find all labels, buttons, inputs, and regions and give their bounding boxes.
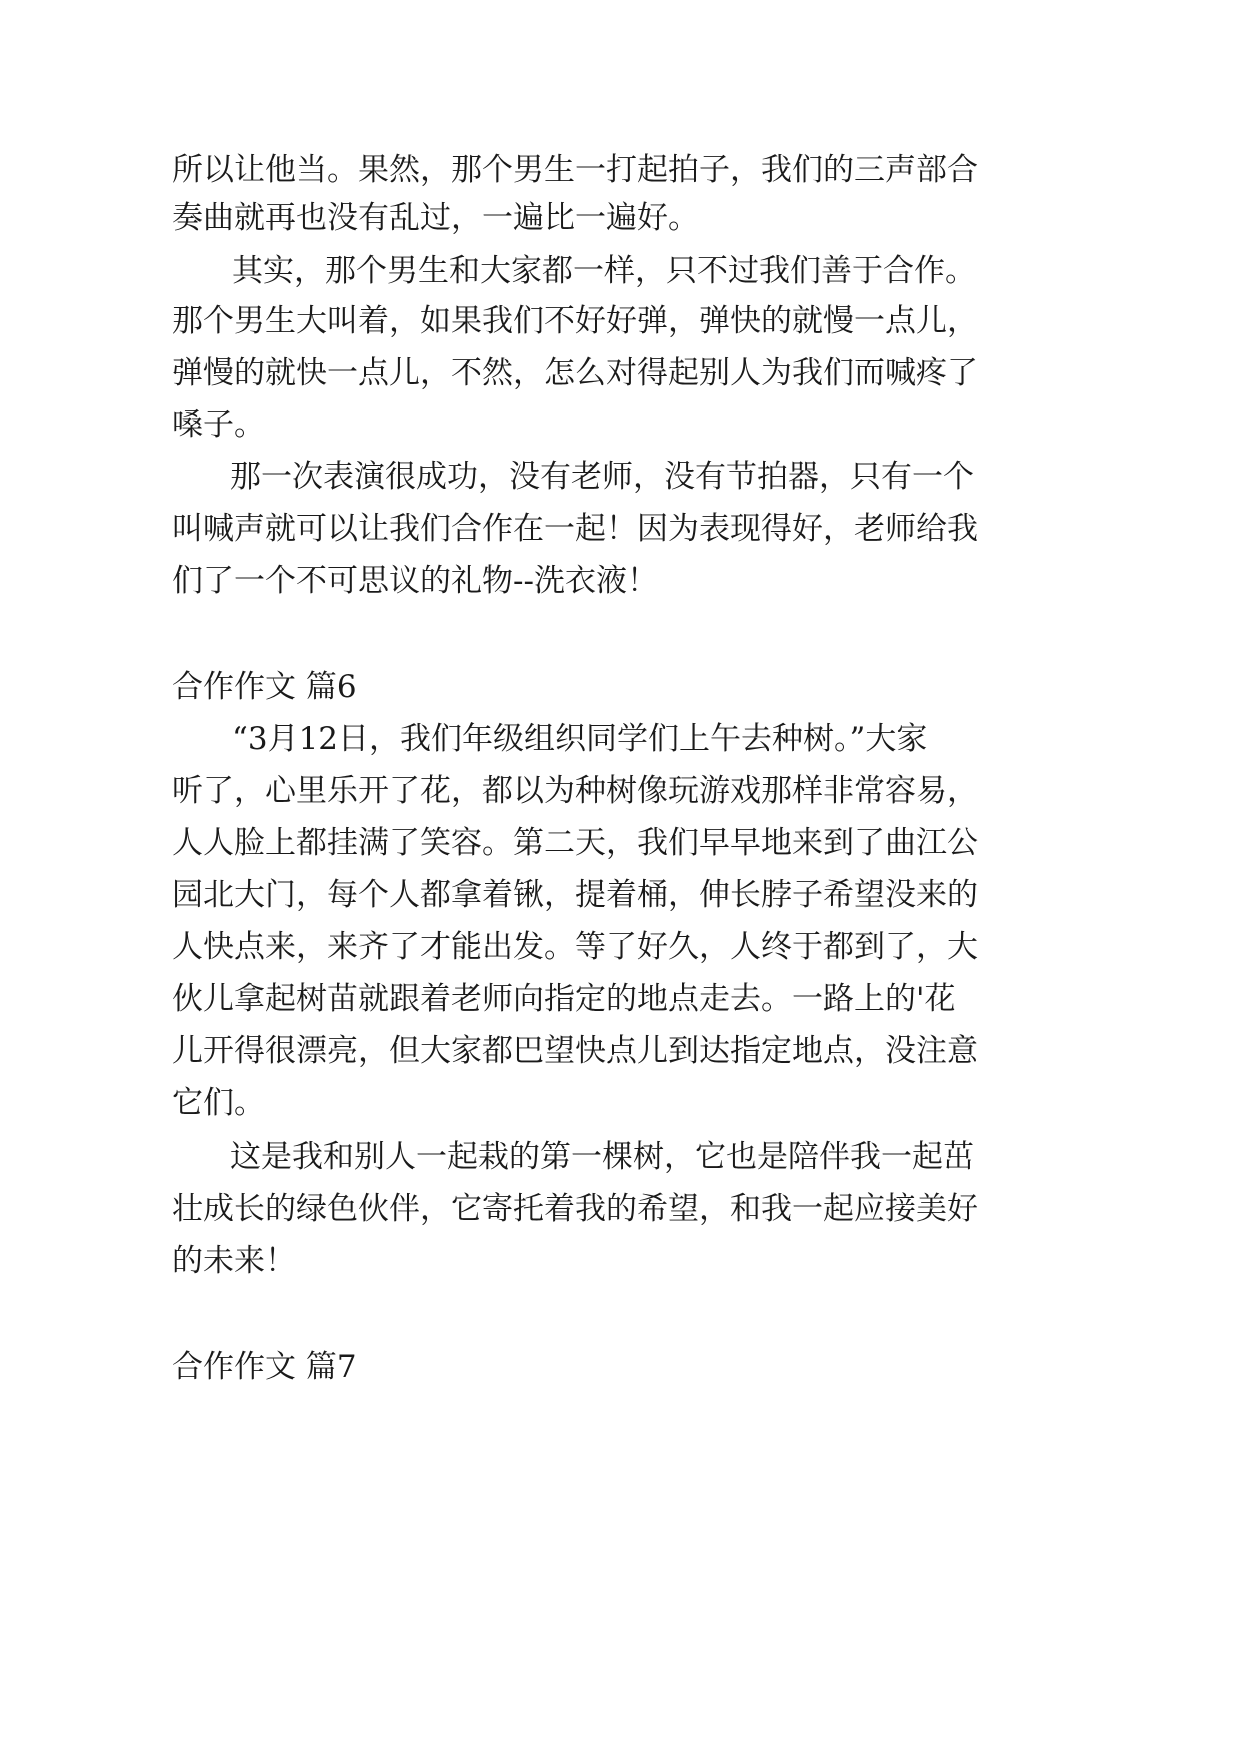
paragraph-line: [0, 297, 1241, 345]
paragraph-line: [0, 247, 1241, 295]
text-line: 人快点来，来齐了才能出发。等了好久，人终于都到了，大: [172, 929, 978, 965]
heading-text: 合作作文 篇6: [172, 669, 357, 705]
text-line: 的未来！: [172, 1243, 296, 1279]
heading-text: 合作作文 篇7: [172, 1349, 357, 1385]
paragraph-line: [0, 1185, 1241, 1233]
text-line: 所以让他当。果然，那个男生一打起拍子，我们的三声部合: [172, 152, 978, 188]
paragraph-line: [0, 1133, 1241, 1181]
text-line: 那个男生大叫着，如果我们不好好弹，弹快的就慢一点儿，: [172, 303, 978, 339]
text-line: 奏曲就再也没有乱过，一遍比一遍好。: [172, 200, 699, 236]
paragraph-line: [0, 975, 1241, 1023]
paragraph-line: [0, 401, 1241, 449]
text-line: 这是我和别人一起栽的第一棵树，它也是陪伴我一起茁: [230, 1139, 974, 1175]
text-line: 嗓子。: [172, 407, 265, 443]
section-heading: [0, 1343, 1241, 1391]
paragraph-line: [0, 505, 1241, 553]
paragraph-line: [0, 819, 1241, 867]
paragraph-line: [0, 715, 1241, 763]
text-line: 叫喊声就可以让我们合作在一起！因为表现得好，老师给我: [172, 511, 978, 547]
paragraph-line: [0, 767, 1241, 815]
section-heading: [0, 663, 1241, 711]
text-line: 壮成长的绿色伙伴，它寄托着我的希望，和我一起应接美好: [172, 1191, 978, 1227]
paragraph-line: [0, 923, 1241, 971]
text-line: 儿开得很漂亮，但大家都巴望快点儿到达指定地点，没注意: [172, 1033, 978, 1069]
paragraph-line: [0, 1237, 1241, 1285]
paragraph-line: [172, 146, 978, 194]
text-line: 伙儿拿起树苗就跟着老师向指定的地点走去。一路上的'花: [172, 981, 956, 1017]
paragraph-line: [0, 871, 1241, 919]
text-line: 人人脸上都挂满了笑容。第二天，我们早早地来到了曲江公: [172, 825, 978, 861]
text-line: 那一次表演很成功，没有老师，没有节拍器，只有一个: [230, 459, 974, 495]
paragraph-line: [0, 557, 1241, 605]
text-line: 其实，那个男生和大家都一样，只不过我们善于合作。: [232, 253, 976, 289]
text-line: 们了一个不可思议的礼物--洗衣液！: [172, 563, 658, 599]
text-line: 听了，心里乐开了花，都以为种树像玩游戏那样非常容易，: [172, 773, 978, 809]
paragraph-line: [0, 453, 1241, 501]
text-line: “3月12日，我们年级组织同学们上午去种树。”大家: [232, 721, 928, 757]
text-line: 弹慢的就快一点儿，不然，怎么对得起别人为我们而喊疼了: [172, 355, 978, 391]
paragraph-line: [0, 194, 1241, 242]
text-line: 它们。: [172, 1085, 265, 1121]
paragraph-line: [0, 1079, 1241, 1127]
text-line: 园北大门，每个人都拿着锹，提着桶，伸长脖子希望没来的: [172, 877, 978, 913]
paragraph-line: [0, 1027, 1241, 1075]
paragraph-line: [0, 349, 1241, 397]
